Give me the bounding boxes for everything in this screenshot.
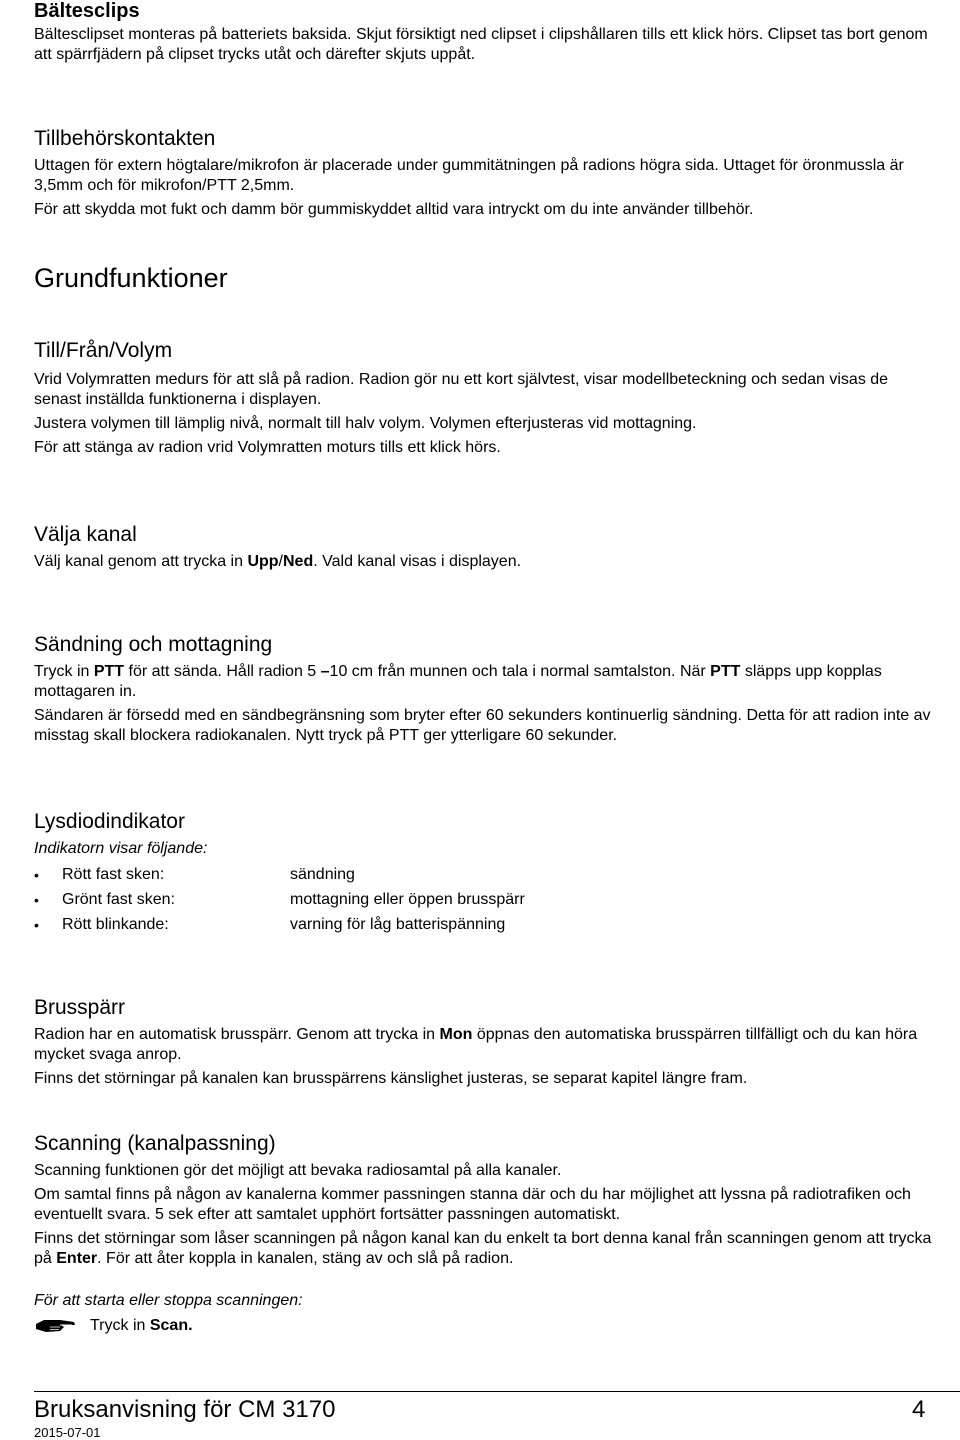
led-list	[34, 862, 934, 937]
led-row	[34, 912, 934, 937]
section-scan	[34, 1131, 934, 1336]
key-down: Ned	[283, 553, 314, 570]
scan-howto	[34, 1291, 934, 1311]
bullet: •	[34, 891, 39, 908]
footer-title: Bruksanvisning för CM 3170	[34, 1396, 336, 1423]
led-value: varning för låg batterispänning	[290, 915, 506, 933]
scan-step-text	[90, 1316, 193, 1336]
footer-rule	[34, 1391, 960, 1392]
paragraph-accessory-2: För att skydda mot fukt och damm bör gummiskyddet alltid vara intryckt om du inte använder tillbehör.	[34, 201, 754, 218]
text-run: Radion har en automatisk brusspärr. Genom att trycka in	[34, 1026, 440, 1043]
led-intro-text: Indikatorn visar följande:	[34, 840, 208, 857]
heading-select-channel: Välja kanal	[34, 523, 137, 546]
section-belt-clip	[34, 0, 934, 65]
key-ptt: PTT	[710, 663, 741, 680]
pointing-hand-icon	[34, 1317, 78, 1335]
text-run: Välj kanal genom att trycka in	[34, 553, 248, 570]
paragraph-scan-3	[34, 1229, 934, 1269]
section-led	[34, 809, 934, 937]
heading-scanning: Scanning (kanalpassning)	[34, 1132, 276, 1155]
section-basic	[34, 262, 934, 458]
paragraph-txrx-2: Sändaren är försedd med en sändbegränsning som bryter efter 60 sekunders kontinuerlig sändning. Detta för att radion inte av misstag skall blockera radiokanalen. Nytt tryck på PTT ger ytterligare 60 sekunder.	[34, 707, 931, 744]
section-accessory	[34, 126, 934, 220]
led-value: sändning	[290, 865, 355, 883]
scan-step	[34, 1316, 934, 1336]
led-intro	[34, 839, 934, 859]
text-run: 10 cm från munnen och tala i normal samtalston. När	[329, 663, 711, 680]
heading-tx-rx: Sändning och mottagning	[34, 633, 273, 656]
paragraph-basic-3: För att stänga av radion vrid Volymratten moturs tills ett klick hörs.	[34, 439, 501, 456]
paragraph-belt-clip: Bältesclipset monteras på batteriets baksida. Skjut försiktigt ned clipset i clipshållaren tills ett klick hörs. Clipset tas bort genom att spärrfjädern på clipset trycks utåt och därefter skjuts uppåt.	[34, 26, 928, 63]
paragraph-channel	[34, 552, 934, 572]
text-run: . Vald kanal visas i displayen.	[313, 553, 522, 570]
footer-date: 2015-07-01	[34, 1425, 101, 1440]
key-mon: Mon	[439, 1026, 473, 1043]
text-run: öppnas den automatiska brusspärren tillfälligt och du kan höra mycket svaga anrop.	[34, 1026, 918, 1063]
key-enter: Enter	[56, 1250, 98, 1267]
text-run: Tryck in	[34, 663, 94, 680]
section-squelch	[34, 995, 934, 1089]
heading-basic-functions: Grundfunktioner	[34, 263, 228, 293]
page-number: 4	[912, 1396, 926, 1423]
key-scan: Scan.	[149, 1317, 193, 1334]
text-run: släpps upp kopplas mottagaren in.	[34, 663, 882, 700]
text-run: Finns det störningar som låser scanningen på någon kanal kan du enkelt ta bort denna kanal från scanningen genom att trycka på	[34, 1230, 932, 1267]
paragraph-squelch-2: Finns det störningar på kanalen kan brusspärrens känslighet justeras, se separat kapitel längre fram.	[34, 1070, 748, 1087]
led-row	[34, 862, 934, 887]
dash: –	[320, 663, 330, 680]
paragraph-txrx-1	[34, 662, 934, 702]
section-txrx	[34, 632, 934, 746]
bullet: •	[34, 866, 39, 883]
key-ptt: PTT	[93, 663, 125, 680]
heading-on-off-volume: Till/Från/Volym	[34, 339, 173, 362]
heading-belt-clip: Bältesclips	[34, 0, 140, 22]
heading-led: Lysdiodindikator	[34, 810, 185, 833]
paragraph-basic-2: Justera volymen till lämplig nivå, normalt till halv volym. Volymen efterjusteras vid mottagning.	[34, 415, 697, 432]
led-key: Rött fast sken:	[62, 865, 165, 883]
text-run: /	[278, 553, 283, 570]
led-key: Rött blinkande:	[62, 915, 169, 933]
text-run: . För att åter koppla in kanalen, stäng av och slå på radion.	[97, 1250, 514, 1267]
heading-accessory: Tillbehörskontakten	[34, 127, 216, 150]
led-key: Grönt fast sken:	[62, 890, 175, 908]
led-row	[34, 887, 934, 912]
paragraph-basic-1: Vrid Volymratten medurs för att slå på radion. Radion gör nu ett kort självtest, visar modellbeteckning och sedan visas de senast inställda funktionerna i displayen.	[34, 371, 889, 408]
section-channel	[34, 522, 934, 572]
paragraph-accessory-1: Uttagen för extern högtalare/mikrofon är placerade under gummitätningen på radions högra sida. Uttaget för öronmussla är 3,5mm och för mikrofon/PTT 2,5mm.	[34, 157, 904, 194]
bullet: •	[34, 916, 39, 933]
paragraph-scan-1: Scanning funktionen gör det möjligt att bevaka radiosamtal på alla kanaler.	[34, 1162, 562, 1179]
text-run: Tryck in	[90, 1317, 150, 1334]
text-run: för att sända. Håll radion 5	[124, 663, 321, 680]
key-up: Upp	[247, 553, 279, 570]
scan-howto-text: För att starta eller stoppa scanningen:	[34, 1292, 303, 1309]
heading-squelch: Brusspärr	[34, 996, 126, 1019]
led-value: mottagning eller öppen brusspärr	[290, 890, 525, 908]
paragraph-squelch-1	[34, 1025, 934, 1065]
paragraph-scan-2: Om samtal finns på någon av kanalerna kommer passningen stanna där och du har möjlighet att lyssna på radiotrafiken och eventuellt svara. 5 sek efter att samtalet upphört fortsätter passningen automatiskt.	[34, 1186, 911, 1223]
